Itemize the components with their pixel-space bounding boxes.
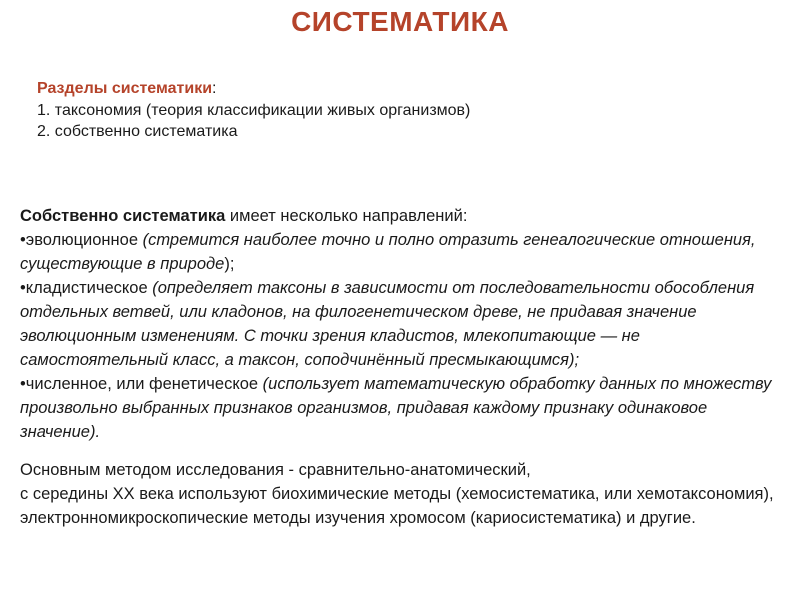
- direction-item: [20, 228, 782, 276]
- direction-name: •кладистическое: [20, 279, 153, 297]
- direction-description: (стремится наиболее точно и полно отразить генеалогические отношения, существующие в природе: [20, 231, 756, 273]
- sections-heading-colon: :: [212, 80, 217, 97]
- direction-description: (определяет таксоны в зависимости от последовательности обособления отдельных ветвей, или кладонов, на филогенетическом древе, не придавая значение эволюционным изменениям. С точки зрения кладистов, млекопитающие — не самостоятельный класс, а таксон, соподчинённый пресмыкающимся);: [20, 279, 755, 369]
- sections-heading-row: [37, 78, 470, 99]
- direction-name: •численное, или фенетическое: [20, 375, 263, 393]
- spacer: [20, 444, 782, 458]
- direction-item: [20, 276, 782, 372]
- directions-intro-bold: Собственно систематика: [20, 207, 226, 225]
- methods-line: Основным методом исследования - сравнительно-анатомический,: [20, 461, 531, 479]
- sections-heading: Разделы систематики: [37, 80, 213, 97]
- sections-item: 2. собственно систематика: [37, 123, 238, 140]
- sections-list: [37, 78, 470, 142]
- directions-intro-rest: имеет несколько направлений:: [225, 207, 468, 225]
- direction-item: [20, 372, 782, 444]
- direction-name: •эволюционное: [20, 231, 143, 249]
- directions-block: [20, 204, 782, 530]
- direction-description: (использует математическую обработку данных по множеству произвольно выбранных признаков организмов, придавая каждому признаку одинаковое значение).: [20, 375, 772, 441]
- directions-intro: [20, 204, 782, 228]
- methods-text: с середины XX века используют биохимические методы (хемосистематика, или хемотаксономия), электронномикроскопические методы изучения хромосом (кариосистематика) и другие.: [20, 485, 774, 527]
- sections-item: 1. таксономия (теория классификации живых организмов): [37, 102, 471, 119]
- page-title: СИСТЕМАТИКА: [291, 6, 509, 37]
- direction-tail: );: [224, 255, 235, 273]
